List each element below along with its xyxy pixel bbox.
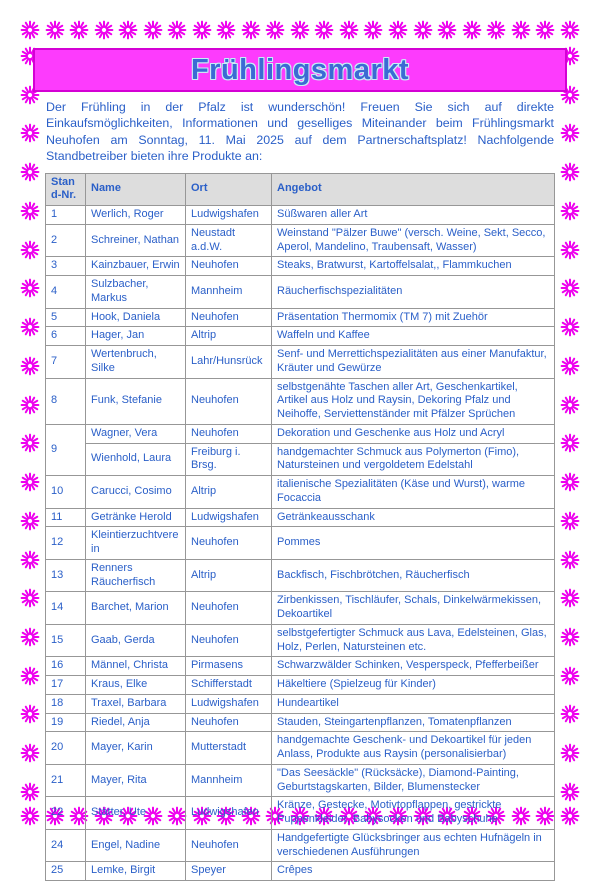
cell-stand-nr: 24 [46, 829, 86, 862]
table-row [46, 276, 555, 309]
cell-stand-nr: 1 [46, 206, 86, 225]
cell-stand-nr: 12 [46, 527, 86, 560]
cell-name: Renners Räucherfisch [86, 559, 186, 592]
table-header-row [46, 173, 555, 206]
pinwheel-flower-icon [486, 20, 506, 40]
cell-name: Kainzbauer, Erwin [86, 257, 186, 276]
cell-stand-nr: 15 [46, 624, 86, 657]
table-row [46, 378, 555, 424]
pinwheel-flower-icon [143, 20, 163, 40]
cell-stand-nr: 5 [46, 308, 86, 327]
cell-ort: Ludwigshafen [186, 694, 272, 713]
cell-angebot: Senf- und Merrettichspezialitäten aus einer Manufaktur, Kräuter und Gewürze [272, 346, 555, 379]
intro-paragraph: Der Frühling in der Pfalz ist wunderschön! Freuen Sie sich auf direkte Einkaufsmöglichkeiten, Informationen und geselliges Miteinander beim Frühlingsmarkt Neuhofen am Sonntag, 11. Mai 2025 auf dem Partnerschaftsplatz! Nachfolgende Standbetreiber bieten ihre Produkte an: [46, 99, 554, 165]
cell-angebot: Waffeln und Kaffee [272, 327, 555, 346]
cell-angebot: Weinstand "Pälzer Buwe" (versch. Weine, Sekt, Secco, Aperol, Mandelino, Traubensaft, Wasser) [272, 224, 555, 257]
title-banner [33, 48, 567, 92]
cell-ort: Neuhofen [186, 624, 272, 657]
table-row [46, 592, 555, 625]
cell-name: Wagner, Vera [86, 424, 186, 443]
cell-ort: Neuhofen [186, 713, 272, 732]
pinwheel-flower-icon [20, 20, 40, 40]
cell-stand-nr: 25 [46, 862, 86, 881]
cell-name: Wienhold, Laura [86, 443, 186, 476]
cell-ort: Neuhofen [186, 378, 272, 424]
table-row [46, 862, 555, 881]
table-row [46, 829, 555, 862]
cell-stand-nr: 16 [46, 657, 86, 676]
table-row [46, 476, 555, 509]
page-title: Frühlingsmarkt [191, 54, 409, 87]
table-row [46, 657, 555, 676]
cell-stand-nr: 6 [46, 327, 86, 346]
cell-name: Hager, Jan [86, 327, 186, 346]
cell-ort: Ludwigshafen [186, 508, 272, 527]
pinwheel-flower-icon [192, 20, 212, 40]
cell-ort: Speyer [186, 862, 272, 881]
cell-ort: Altrip [186, 559, 272, 592]
cell-name: Sulzbacher, Markus [86, 276, 186, 309]
pinwheel-flower-icon [314, 20, 334, 40]
table-row [46, 346, 555, 379]
table-row [46, 224, 555, 257]
table-row [46, 206, 555, 225]
cell-ort: Neuhofen [186, 592, 272, 625]
cell-angebot: Häkeltiere (Spielzeug für Kinder) [272, 676, 555, 695]
pinwheel-flower-icon [241, 20, 261, 40]
cell-stand-nr: 21 [46, 764, 86, 797]
cell-name: Hook, Daniela [86, 308, 186, 327]
table-row [46, 713, 555, 732]
table-row [46, 732, 555, 765]
cell-ort: Freiburg i. Brsg. [186, 443, 272, 476]
cell-ort: Neuhofen [186, 829, 272, 862]
cell-name: Mayer, Karin [86, 732, 186, 765]
cell-stand-nr: 20 [46, 732, 86, 765]
cell-angebot: Kränze, Gestecke, Motivtopflappen, gestrickte Puppenkleider, Babysocken und Babyschuhe [272, 797, 555, 830]
table-row [46, 797, 555, 830]
pinwheel-flower-icon [363, 20, 383, 40]
table-row [46, 443, 555, 476]
cell-stand-nr: 22 [46, 797, 86, 830]
cell-name: Riedel, Anja [86, 713, 186, 732]
cell-angebot: Zirbenkissen, Tischläufer, Schals, Dinkelwärmekissen, Dekoartikel [272, 592, 555, 625]
table-row [46, 694, 555, 713]
table-row [46, 764, 555, 797]
cell-name: Kraus, Elke [86, 676, 186, 695]
cell-stand-nr: 8 [46, 378, 86, 424]
cell-ort: Ludwigshafen [186, 797, 272, 830]
header-ort: Ort [186, 173, 272, 206]
pinwheel-flower-icon [388, 20, 408, 40]
cell-ort: Neustadt a.d.W. [186, 224, 272, 257]
pinwheel-flower-icon [118, 20, 138, 40]
cell-stand-nr: 2 [46, 224, 86, 257]
pinwheel-flower-icon [167, 20, 187, 40]
cell-angebot: selbstgefertigter Schmuck aus Lava, Edelsteinen, Glas, Holz, Perlen, Natursteinen etc. [272, 624, 555, 657]
cell-stand-nr: 4 [46, 276, 86, 309]
cell-name: Mayer, Rita [86, 764, 186, 797]
cell-angebot: handgemachter Schmuck aus Polymerton (Fimo), Natursteinen und vergoldetem Edelstahl [272, 443, 555, 476]
stand-table [45, 173, 555, 881]
table-row [46, 327, 555, 346]
cell-stand-nr: 11 [46, 508, 86, 527]
pinwheel-flower-icon [413, 20, 433, 40]
cell-name: Kleintierzuchtverein [86, 527, 186, 560]
cell-stand-nr: 3 [46, 257, 86, 276]
pinwheel-flower-icon [462, 20, 482, 40]
table-row [46, 559, 555, 592]
cell-stand-nr: 17 [46, 676, 86, 695]
pinwheel-flower-icon [437, 20, 457, 40]
cell-stand-nr: 14 [46, 592, 86, 625]
cell-ort: Altrip [186, 476, 272, 509]
cell-angebot: Getränkeausschank [272, 508, 555, 527]
pinwheel-flower-icon [45, 20, 65, 40]
cell-ort: Mannheim [186, 764, 272, 797]
cell-angebot: italienische Spezialitäten (Käse und Wurst), warme Focaccia [272, 476, 555, 509]
table-row [46, 527, 555, 560]
cell-ort: Neuhofen [186, 424, 272, 443]
header-stand-nr: Stand-Nr. [46, 173, 86, 206]
flower-border-top [20, 20, 580, 40]
cell-name: Lemke, Birgit [86, 862, 186, 881]
pinwheel-flower-icon [265, 20, 285, 40]
cell-name: Werlich, Roger [86, 206, 186, 225]
cell-name: Funk, Stefanie [86, 378, 186, 424]
cell-name: Traxel, Barbara [86, 694, 186, 713]
flyer-content [33, 48, 567, 881]
pinwheel-flower-icon [69, 20, 89, 40]
header-name: Name [86, 173, 186, 206]
cell-stand-nr: 13 [46, 559, 86, 592]
cell-name: Wertenbruch, Silke [86, 346, 186, 379]
cell-angebot: Steaks, Bratwurst, Kartoffelsalat,, Flammkuchen [272, 257, 555, 276]
pinwheel-flower-icon [216, 20, 236, 40]
cell-angebot: Süßwaren aller Art [272, 206, 555, 225]
cell-ort: Neuhofen [186, 308, 272, 327]
table-row [46, 676, 555, 695]
cell-ort: Mutterstadt [186, 732, 272, 765]
cell-stand-nr: 19 [46, 713, 86, 732]
cell-angebot: Pommes [272, 527, 555, 560]
cell-angebot: Dekoration und Geschenke aus Holz und Acryl [272, 424, 555, 443]
cell-ort: Neuhofen [186, 527, 272, 560]
pinwheel-flower-icon [339, 20, 359, 40]
cell-angebot: Handgefertigte Glücksbringer aus echten Hufnägeln in verschiedenen Ausführungen [272, 829, 555, 862]
pinwheel-flower-icon [290, 20, 310, 40]
cell-name: Gaab, Gerda [86, 624, 186, 657]
cell-angebot: handgemachte Geschenk- und Dekoartikel für jeden Anlass, Produkte aus Raysin (personalisierbar) [272, 732, 555, 765]
table-row [46, 624, 555, 657]
cell-angebot: "Das Seesäckle" (Rücksäcke), Diamond-Painting, Geburtstagskarten, Bilder, Blumenstecker [272, 764, 555, 797]
cell-name: Engel, Nadine [86, 829, 186, 862]
pinwheel-flower-icon [94, 20, 114, 40]
cell-ort: Pirmasens [186, 657, 272, 676]
cell-name: Schreiner, Nathan [86, 224, 186, 257]
cell-stand-nr: 10 [46, 476, 86, 509]
cell-ort: Schifferstadt [186, 676, 272, 695]
cell-name: Carucci, Cosimo [86, 476, 186, 509]
cell-name: Getränke Herold [86, 508, 186, 527]
cell-stand-nr: 9 [46, 424, 86, 475]
cell-angebot: Crêpes [272, 862, 555, 881]
cell-ort: Ludwigshafen [186, 206, 272, 225]
table-row [46, 257, 555, 276]
cell-stand-nr: 7 [46, 346, 86, 379]
pinwheel-flower-icon [560, 20, 580, 40]
cell-name: Stätter, Ute [86, 797, 186, 830]
cell-angebot: Stauden, Steingartenpflanzen, Tomatenpflanzen [272, 713, 555, 732]
cell-stand-nr: 18 [46, 694, 86, 713]
pinwheel-flower-icon [535, 20, 555, 40]
table-row [46, 508, 555, 527]
cell-ort: Lahr/Hunsrück [186, 346, 272, 379]
cell-angebot: selbstgenähte Taschen aller Art, Geschenkartikel, Artikel aus Holz und Raysin, Dekoring Pfalz und Neihoffe, Serviettenständer mit Pfälzer Sprüchen [272, 378, 555, 424]
cell-ort: Mannheim [186, 276, 272, 309]
cell-ort: Neuhofen [186, 257, 272, 276]
cell-angebot: Präsentation Thermomix (TM 7) mit Zuehör [272, 308, 555, 327]
cell-ort: Altrip [186, 327, 272, 346]
header-angebot: Angebot [272, 173, 555, 206]
cell-name: Barchet, Marion [86, 592, 186, 625]
cell-angebot: Räucherfischspezialitäten [272, 276, 555, 309]
cell-angebot: Backfisch, Fischbrötchen, Räucherfisch [272, 559, 555, 592]
table-row [46, 308, 555, 327]
pinwheel-flower-icon [511, 20, 531, 40]
cell-angebot: Hundeartikel [272, 694, 555, 713]
cell-angebot: Schwarzwälder Schinken, Vesperspeck, Pfefferbeißer [272, 657, 555, 676]
table-row [46, 424, 555, 443]
cell-name: Männel, Christa [86, 657, 186, 676]
